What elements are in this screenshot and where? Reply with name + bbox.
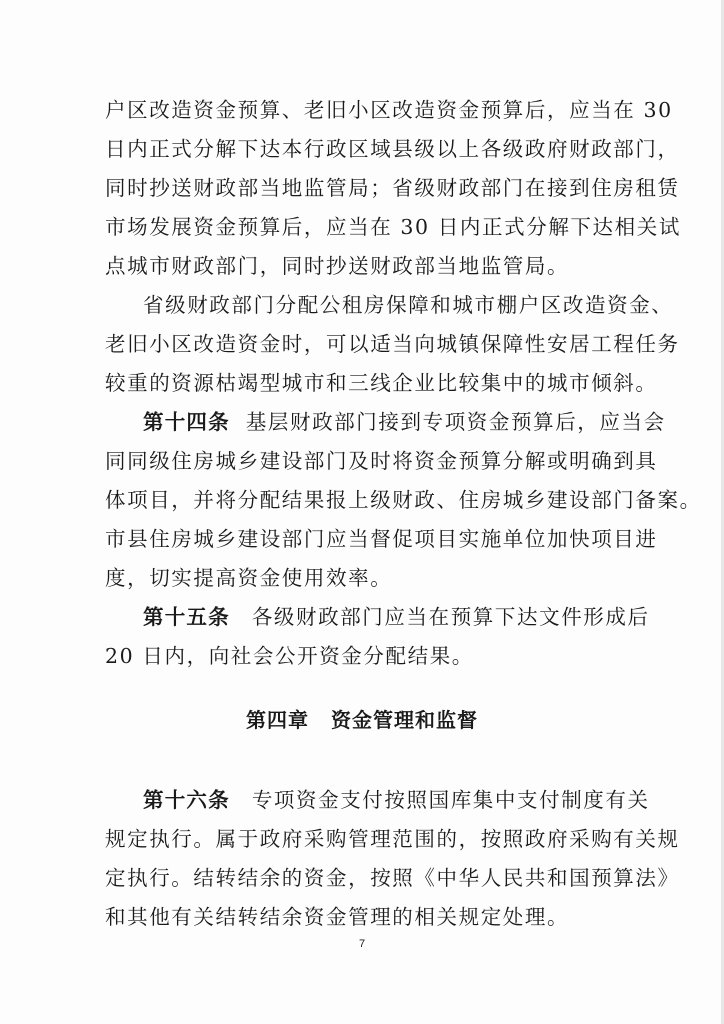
text-line: 体项目，并将分配结果报上级财政、住房城乡建设部门备案。 [105,488,702,512]
text-line: 定执行。结转结余的资金，按照《中华人民共和国预算法》 [105,866,680,890]
text-line: 度，切实提高资金使用效率。 [105,566,393,590]
text-line: 和其他有关结转结余资金管理的相关规定处理。 [105,905,570,929]
article-heading: 第十六条 [143,788,230,812]
text-line: 点城市财政部门，同时抄送财政部当地监管局。 [105,254,570,278]
text-line: 省级财政部门分配公租房保障和城市棚户区改造资金、 [143,293,674,317]
text-line: 市场发展资金预算后，应当在 30 日内正式分解下达相关试 [105,215,681,239]
chapter-title: 资金管理和监督 [331,708,478,732]
text-line: 日内正式分解下达本行政区域县级以上各级政府财政部门， [105,137,680,161]
text-line: 市县住房城乡建设部门应当督促项目实施单位加快项目进 [105,527,658,551]
chapter-heading [0,706,724,734]
chapter-number: 第四章 [246,708,309,732]
text-segment: 基层财政部门接到专项资金预算后，应当会 [245,410,666,434]
article-heading: 第十五条 [143,605,230,629]
page-number: 7 [358,938,366,950]
article-heading: 第十四条 [143,410,230,434]
article-15-line [143,603,650,631]
text-segment: 专项资金支付按照国库集中支付制度有关 [251,788,650,812]
text-line: 同时抄送财政部当地监管局；省级财政部门在接到住房租赁 [105,176,680,200]
article-14-line [143,408,666,436]
text-line: 较重的资源枯竭型城市和三线企业比较集中的城市倾斜。 [105,371,658,395]
text-segment: 各级财政部门应当在预算下达文件形成后 [251,605,650,629]
text-line: 户区改造资金预算、老旧小区改造资金预算后，应当在 30 [105,98,673,122]
text-line: 规定执行。属于政府采购管理范围的，按照政府采购有关规 [105,827,680,851]
article-16-line [143,786,650,814]
text-line: 老旧小区改造资金时，可以适当向城镇保障性安居工程任务 [105,332,680,356]
text-line: 20 日内，向社会公开资金分配结果。 [105,644,474,668]
text-line: 同同级住房城乡建设部门及时将资金预算分解或明确到具 [105,449,658,473]
